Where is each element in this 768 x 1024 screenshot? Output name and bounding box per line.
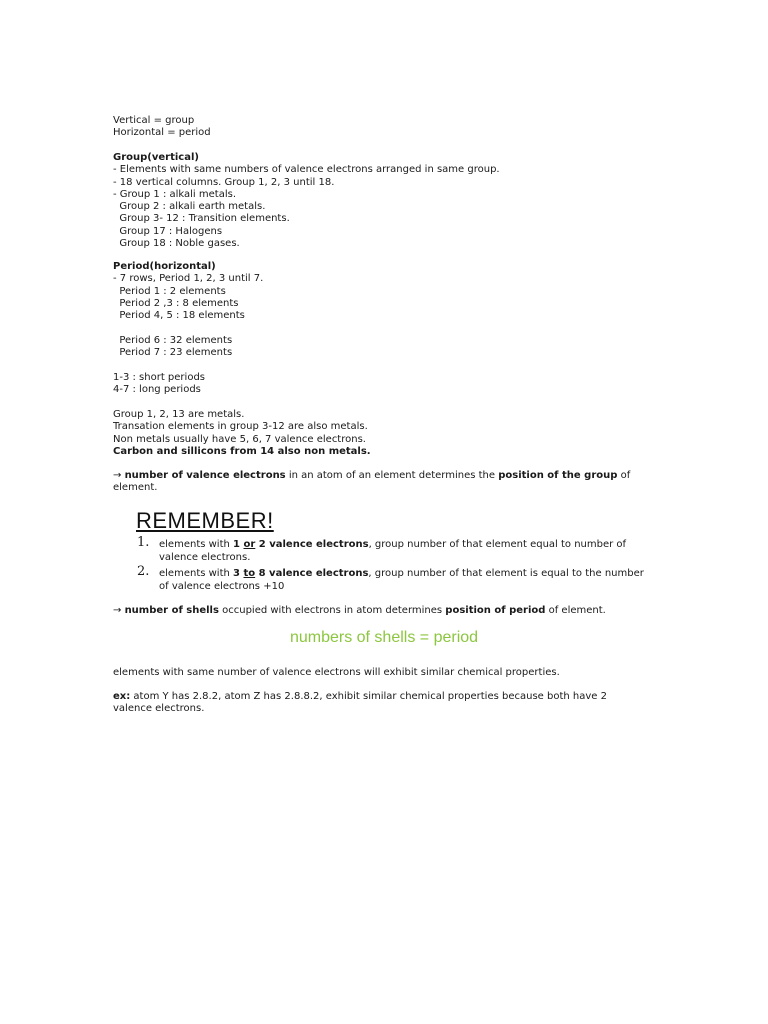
period-section-continued: [113, 335, 653, 360]
period-line: Period 2 ,3 : 8 elements: [113, 297, 239, 309]
list-number: 1.: [137, 535, 150, 550]
item-bold: 1: [233, 539, 244, 550]
example-line2: valence electrons.: [113, 703, 205, 715]
group-line: Group 2 : alkali earth metals.: [113, 201, 266, 213]
period-section: [113, 261, 653, 322]
group-line: - 18 vertical columns. Group 1, 2, 3 until 18.: [113, 176, 335, 188]
item-bold-underlined: to: [243, 568, 256, 579]
shells-rule-text: of element.: [545, 605, 606, 616]
remember-title: REMEMBER!: [136, 508, 274, 533]
period-heading: Period(horizontal): [113, 261, 216, 272]
group-line: Group 18 : Noble gases.: [113, 238, 240, 250]
intro-line-horizontal: Horizontal = period: [113, 127, 211, 139]
short-periods: 1-3 : short periods: [113, 372, 206, 383]
remember-list: [137, 535, 657, 597]
example-text: atom Y has 2.8.2, atom Z has 2.8.8.2, exhibit similar chemical properties because both have 2: [130, 691, 607, 702]
item-bold: 8 valence electrons: [255, 568, 369, 579]
arrow-icon: →: [113, 605, 125, 616]
valence-rule-line2: element.: [113, 482, 158, 494]
list-item: [137, 564, 657, 593]
shells-rule-text: occupied with electrons in atom determines: [218, 605, 446, 616]
list-number: 2.: [137, 564, 150, 579]
item-text: , group number of that element is equal to the number: [368, 568, 644, 579]
arrow-icon: →: [113, 470, 125, 481]
period-line: Period 1 : 2 elements: [113, 285, 226, 297]
group-line: Group 3- 12 : Transition elements.: [113, 213, 290, 225]
group-line: Group 17 : Halogens: [113, 225, 223, 237]
valence-rule-text: in an atom of an element determines the: [285, 470, 499, 481]
item-text: elements with: [159, 539, 234, 550]
metals-line: Transation elements in group 3-12 are also metals.: [113, 421, 368, 433]
item-text: valence electrons.: [159, 551, 251, 563]
item-bold: 2 valence electrons: [255, 539, 369, 550]
example-block: [113, 691, 653, 716]
period-lengths: [113, 372, 653, 397]
similar-properties: [113, 667, 653, 679]
period-line: Period 4, 5 : 18 elements: [113, 310, 245, 322]
long-periods: 4-7 : long periods: [113, 384, 201, 396]
item-bold: 3: [233, 568, 244, 579]
item-text: elements with: [159, 568, 234, 579]
period-line: Period 7 : 23 elements: [113, 347, 233, 359]
period-line: - 7 rows, Period 1, 2, 3 until 7.: [113, 273, 264, 285]
group-heading: Group(vertical): [113, 152, 199, 163]
item-text: of valence electrons +10: [159, 580, 285, 592]
metals-section: [113, 409, 653, 458]
highlight-formula: numbers of shells = period: [289, 629, 479, 646]
item-text: , group number of that element equal to number of: [368, 539, 627, 550]
shells-rule-bold: position of period: [445, 605, 546, 616]
shells-rule-bold: number of shells: [124, 605, 219, 616]
shells-rule: [113, 605, 653, 617]
metals-line: Group 1, 2, 13 are metals.: [113, 409, 245, 420]
similar-text: elements with same number of valence electrons will exhibit similar chemical properties.: [113, 667, 560, 678]
example-label: ex:: [113, 691, 131, 702]
intro-block: [113, 115, 653, 140]
intro-line-vertical: Vertical = group: [113, 115, 195, 126]
valence-rule-bold: position of the group: [498, 470, 618, 481]
item-bold-underlined: or: [243, 539, 256, 550]
valence-rule-bold: number of valence electrons: [124, 470, 286, 481]
group-line: - Elements with same numbers of valence electrons arranged in same group.: [113, 164, 500, 176]
group-section: [113, 152, 653, 250]
period-line: Period 6 : 32 elements: [113, 335, 233, 346]
valence-rule: [113, 470, 653, 495]
list-item: [137, 535, 657, 564]
metals-line: Non metals usually have 5, 6, 7 valence electrons.: [113, 433, 366, 445]
metals-line-bold: Carbon and sillicons from 14 also non metals.: [113, 445, 371, 457]
valence-rule-text: of: [617, 470, 631, 481]
group-line: - Group 1 : alkali metals.: [113, 188, 236, 200]
